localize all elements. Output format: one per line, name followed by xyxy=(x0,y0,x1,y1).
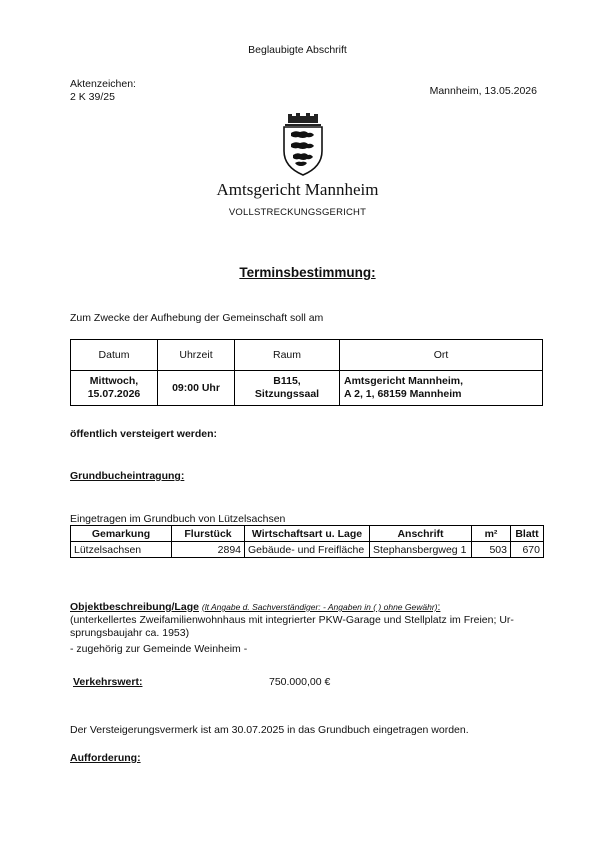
land-register-heading: Grundbucheintragung: xyxy=(70,470,185,482)
appointment-room-name: Sitzungssaal xyxy=(254,388,320,400)
file-reference xyxy=(70,78,136,104)
header-address: Anschrift xyxy=(370,526,472,542)
file-reference-label: Aktenzeichen: xyxy=(70,78,136,90)
certified-copy-label: Beglaubigte Abschrift xyxy=(248,44,347,56)
appointment-table xyxy=(70,339,543,406)
land-register-table xyxy=(70,525,544,558)
appointment-date-value: 15.07.2026 xyxy=(87,388,141,400)
appointment-place-address: A 2, 1, 68159 Mannheim xyxy=(344,388,462,400)
file-reference-number: 2 K 39/25 xyxy=(70,91,115,103)
land-register-row xyxy=(71,542,544,558)
appointment-row xyxy=(71,371,543,406)
appointment-date xyxy=(71,371,158,406)
appointment-room-number: B115, xyxy=(273,375,301,387)
object-municipality: - zugehörig zur Gemeinde Weinheim - xyxy=(70,643,248,655)
document-title: Terminsbestimmung: xyxy=(239,265,376,280)
market-value-amount: 750.000,00 € xyxy=(269,676,331,688)
header-date: Datum xyxy=(71,340,158,371)
registration-note: Der Versteigerungsvermerk ist am 30.07.2025 in das Grundbuch eingetragen worden. xyxy=(70,724,469,736)
object-heading-title: Objektbeschreibung/Lage xyxy=(70,601,199,613)
appointment-place-name: Amtsgericht Mannheim, xyxy=(344,375,464,387)
request-heading: Aufforderung: xyxy=(70,752,141,764)
land-register-header-row xyxy=(71,526,544,542)
cell-address: Stephansbergweg 1 xyxy=(370,542,472,558)
object-description-line-2: sprungsbaujahr ca. 1953) xyxy=(70,627,190,639)
object-description-line-1: (unterkellertes Zweifamilienwohnhaus mit integrierter PKW-Garage und Stellplatz im Freien; Ur- xyxy=(70,614,514,626)
market-value-label: Verkehrswert: xyxy=(73,676,143,688)
cell-parcel: 2894 xyxy=(172,542,245,558)
object-heading-note: (lt Angabe d. Sachverständiger: - Angaben in ( ) ohne Gewähr) xyxy=(201,602,438,612)
header-place: Ort xyxy=(340,340,543,371)
cell-usage: Gebäude- und Freifläche xyxy=(245,542,370,558)
cell-district: Lützelsachsen xyxy=(71,542,172,558)
header-area: m² xyxy=(472,526,511,542)
header-parcel: Flurstück xyxy=(172,526,245,542)
auction-note: öffentlich versteigert werden: xyxy=(70,428,218,440)
object-heading-colon: : xyxy=(437,601,441,613)
court-name: Amtsgericht Mannheim xyxy=(216,180,379,199)
appointment-room xyxy=(235,371,340,406)
header-time: Uhrzeit xyxy=(158,340,235,371)
land-register-note: Eingetragen im Grundbuch von Lützelsachsen xyxy=(70,513,286,525)
appointment-place xyxy=(340,371,543,406)
object-description-heading xyxy=(70,601,440,614)
appointment-weekday: Mittwoch, xyxy=(89,375,139,387)
cell-sheet: 670 xyxy=(511,542,544,558)
court-department: VOLLSTRECKUNGSGERICHT xyxy=(228,207,367,218)
header-room: Raum xyxy=(235,340,340,371)
header-district: Gemarkung xyxy=(71,526,172,542)
appointment-header-row xyxy=(71,340,543,371)
intro-text: Zum Zwecke der Aufhebung der Gemeinschaft soll am xyxy=(70,312,324,324)
object-description xyxy=(70,614,545,640)
coat-of-arms-icon xyxy=(279,113,327,177)
header-usage: Wirtschaftsart u. Lage xyxy=(245,526,370,542)
place-and-date: Mannheim, 13.05.2026 xyxy=(429,85,537,97)
cell-area: 503 xyxy=(472,542,511,558)
appointment-time: 09:00 Uhr xyxy=(158,371,235,406)
header-sheet: Blatt xyxy=(511,526,544,542)
